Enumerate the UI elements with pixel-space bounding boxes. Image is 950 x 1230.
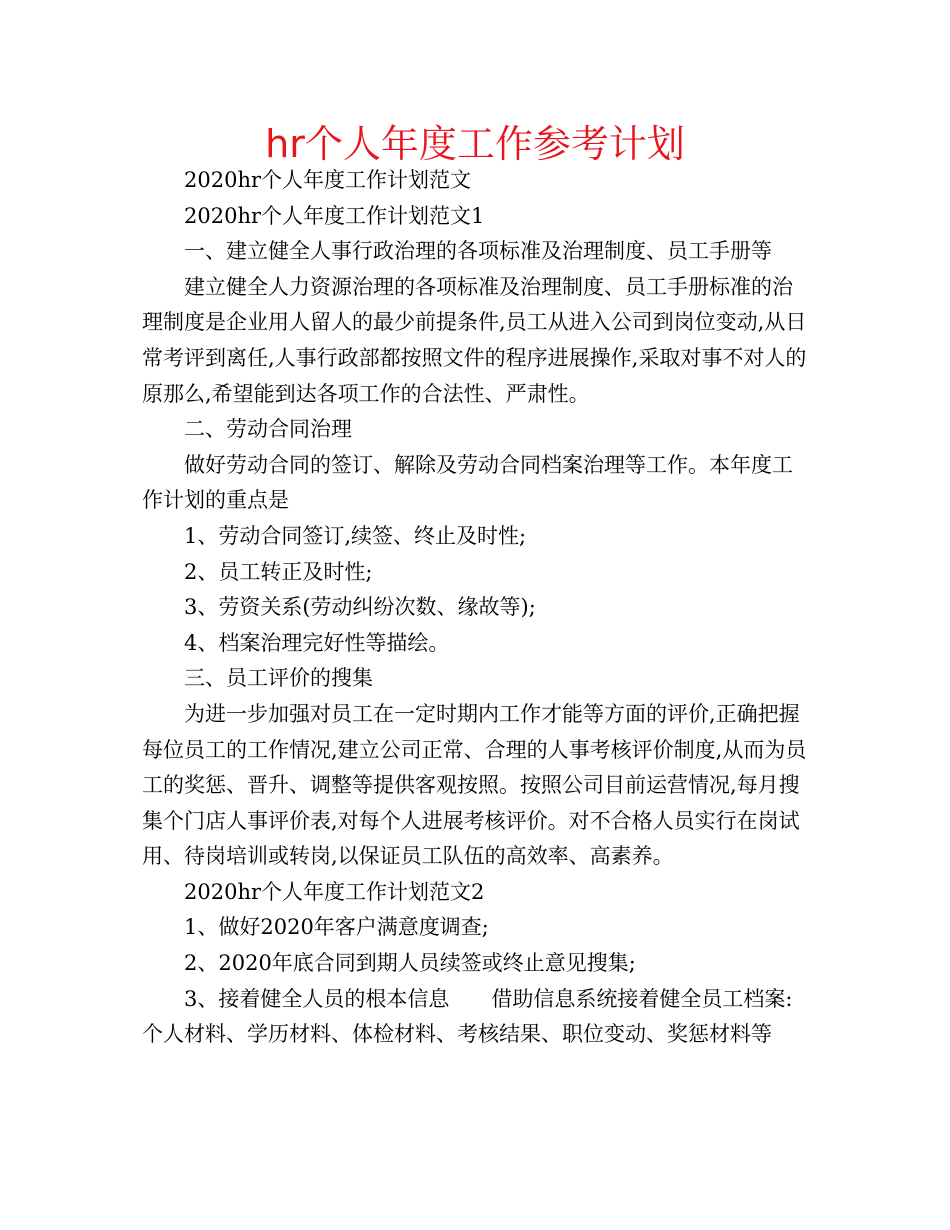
list-item: 1、劳动合同签订,续签、终止及时性; (184, 523, 527, 548)
paragraph-heading-two: 二、劳动合同治理 (184, 417, 352, 442)
list-item: 3、劳资关系(劳动纠纷次数、缘故等); (184, 595, 536, 620)
list-item: 2、2020年底合同到期人员续签或终止意见搜集; (184, 951, 636, 976)
list-item: 2、员工转正及时性; (184, 559, 373, 584)
paragraph-section-heading-2: 2020hr个人年度工作计划范文2 (184, 879, 485, 904)
list-item: 4、档案治理完好性等描绘。 (184, 630, 450, 655)
paragraph-subtitle: 2020hr个人年度工作计划范文 (184, 168, 472, 192)
paragraph-heading-one: 一、建立健全人事行政治理的各项标准及治理制度、员工手册等 (184, 239, 772, 264)
paragraph-body-three: 为进一步加强对员工在一定时期内工作才能等方面的评价,正确把握每位员工的工作情况,建立公司正常、合理的人事考核评价制度,从而为员工的奖惩、晋升、调整等提供客观按照。按照公司目前运营情况,每月搜集个门店人事评价表,对每个人进展考核评价。对不合格人员实行在岗试用、待岗培训或转岗,以保证员工队伍的高效率、高素养。 (142, 701, 807, 869)
paragraph-heading-three: 三、员工评价的搜集 (184, 666, 373, 691)
paragraph-body-one: 建立健全人力资源治理的各项标准及治理制度、员工手册标准的治理制度是企业用人留人的最少前提条件,员工从进入公司到岗位变动,从日常考评到离任,人事行政部都按照文件的程序进展操作,采取对事不对人的原那么,希望能到达各项工作的合法性、严肃性。 (142, 274, 807, 406)
document-body (142, 163, 810, 1053)
list-item: 1、做好2020年客户满意度调查; (184, 915, 489, 940)
paragraph-section-heading-1: 2020hr个人年度工作计划范文1 (184, 203, 485, 228)
document-title: hr个人年度工作参考计划 (265, 122, 685, 166)
paragraph-body-two: 做好劳动合同的签订、解除及劳动合同档案治理等工作。本年度工作计划的重点是 (142, 452, 793, 513)
list-item: 3、接着健全人员的根本信息 借助信息系统接着健全员工档案:个人材料、学历材料、体检材料、考核结果、职位变动、奖惩材料等 (142, 986, 793, 1047)
